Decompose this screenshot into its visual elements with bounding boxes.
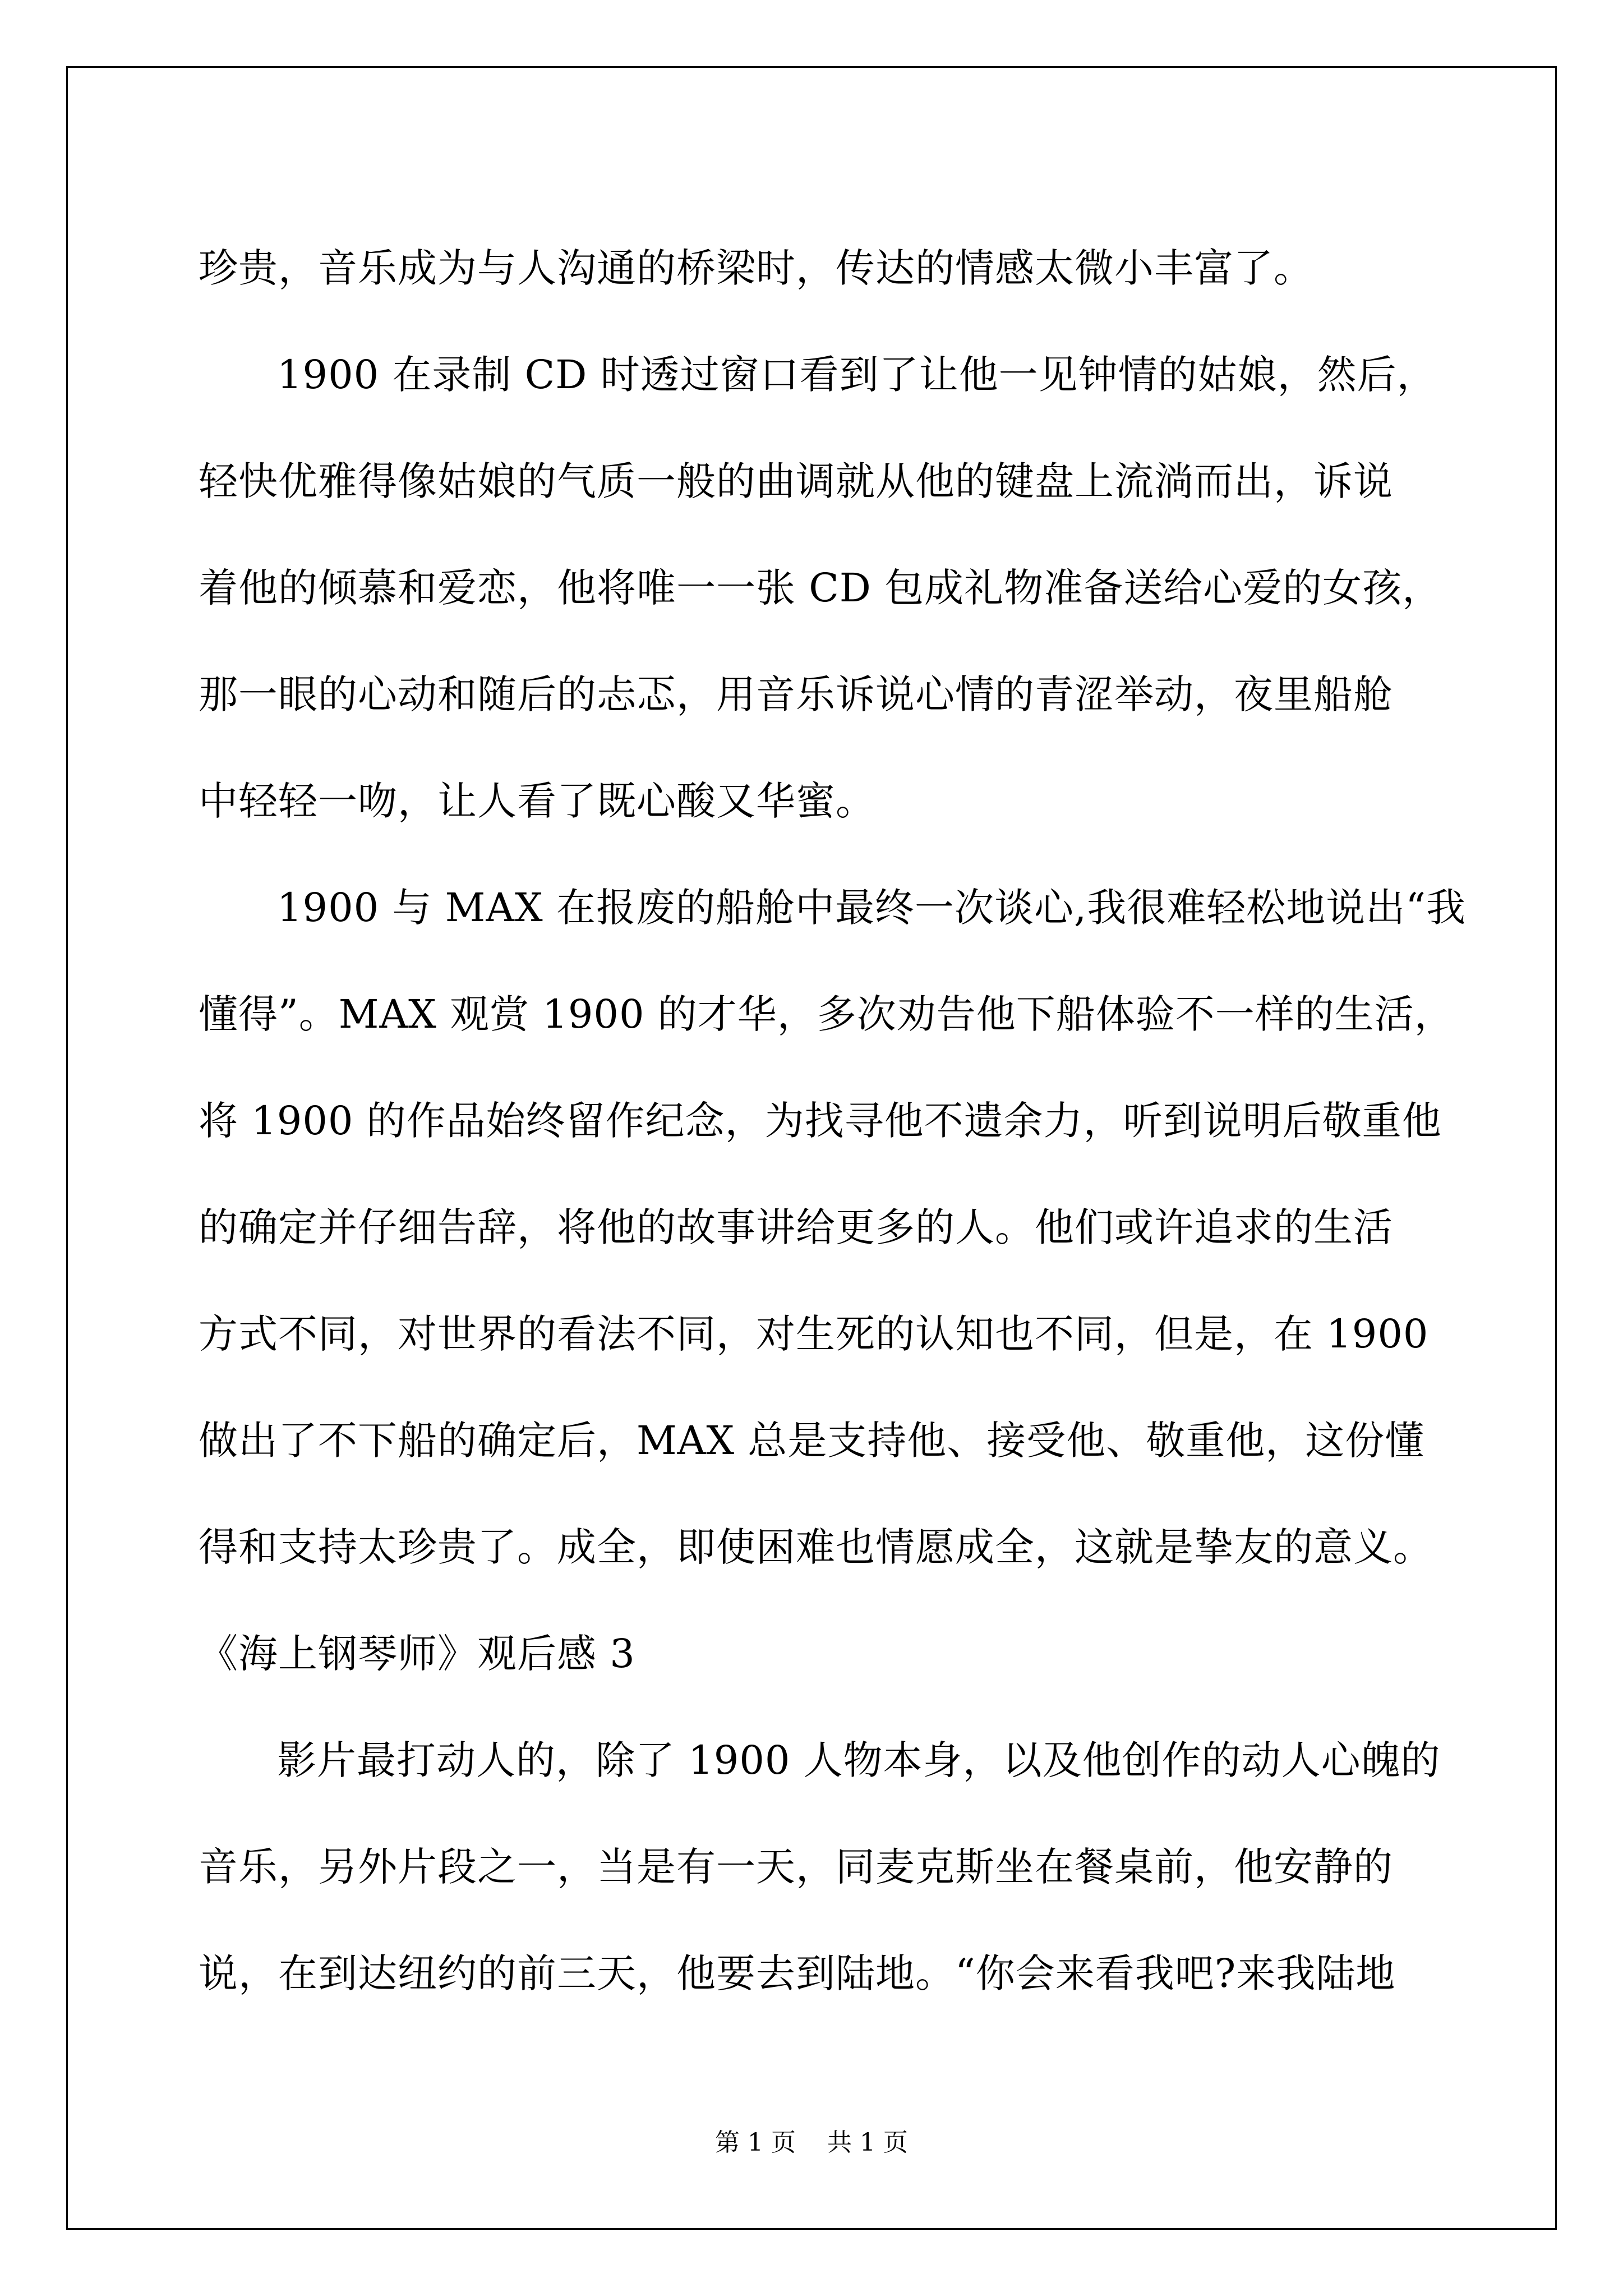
paragraph-line: 将 1900 的作品始终留作纪念，为找寻他不遗余力，听到说明后敬重他 bbox=[199, 1098, 1442, 1144]
paragraph-line: 珍贵，音乐成为与人沟通的桥梁时，传达的情感太微小丰富了。 bbox=[199, 245, 1313, 291]
paragraph-line: 的确定并仔细告辞，将他的故事讲给更多的人。他们或许追求的生活 bbox=[199, 1204, 1393, 1250]
paragraph-line: 音乐，另外片段之一，当是有一天，同麦克斯坐在餐桌前，他安静的 bbox=[199, 1844, 1393, 1890]
paragraph-line: 轻快优雅得像姑娘的气质一般的曲调就从他的键盘上流淌而出，诉说 bbox=[199, 458, 1393, 504]
paragraph-line: 1900 与 MAX 在报废的船舱中最终一次谈心,我很难轻松地说出“我 bbox=[277, 885, 1466, 931]
paragraph-line: 得和支持太珍贵了。成全，即使困难也情愿成全，这就是挚友的意义。 bbox=[199, 1524, 1433, 1570]
paragraph-line: 方式不同，对世界的看法不同，对生死的认知也不同，但是，在 1900 bbox=[199, 1311, 1429, 1357]
paragraph-line: 说，在到达纽约的前三天，他要去到陆地。“你会来看我吧?来我陆地 bbox=[199, 1950, 1396, 1996]
paragraph-line: 懂得”。MAX 观赏 1900 的才华，多次劝告他下船体验不一样的生活， bbox=[199, 991, 1454, 1037]
paragraph-line: 那一眼的心动和随后的忐忑，用音乐诉说心情的青涩举动，夜里船舱 bbox=[199, 671, 1393, 717]
paragraph-line: 1900 在录制 CD 时透过窗口看到了让他一见钟情的姑娘，然后， bbox=[277, 352, 1437, 398]
paragraph-line: 做出了不下船的确定后，MAX 总是支持他、接受他、敬重他，这份懂 bbox=[199, 1418, 1425, 1464]
section-heading: 《海上钢琴师》观后感 3 bbox=[199, 1631, 635, 1677]
paragraph-line: 影片最打动人的，除了 1900 人物本身，以及他创作的动人心魄的 bbox=[277, 1737, 1441, 1783]
page-footer: 第 1 页 共 1 页 bbox=[715, 2128, 908, 2157]
document-body bbox=[199, 215, 1466, 2027]
paragraph-line: 中轻轻一吻，让人看了既心酸又华蜜。 bbox=[199, 778, 875, 824]
paragraph-line: 着他的倾慕和爱恋，他将唯一一张 CD 包成礼物准备送给心爱的女孩， bbox=[199, 565, 1442, 611]
